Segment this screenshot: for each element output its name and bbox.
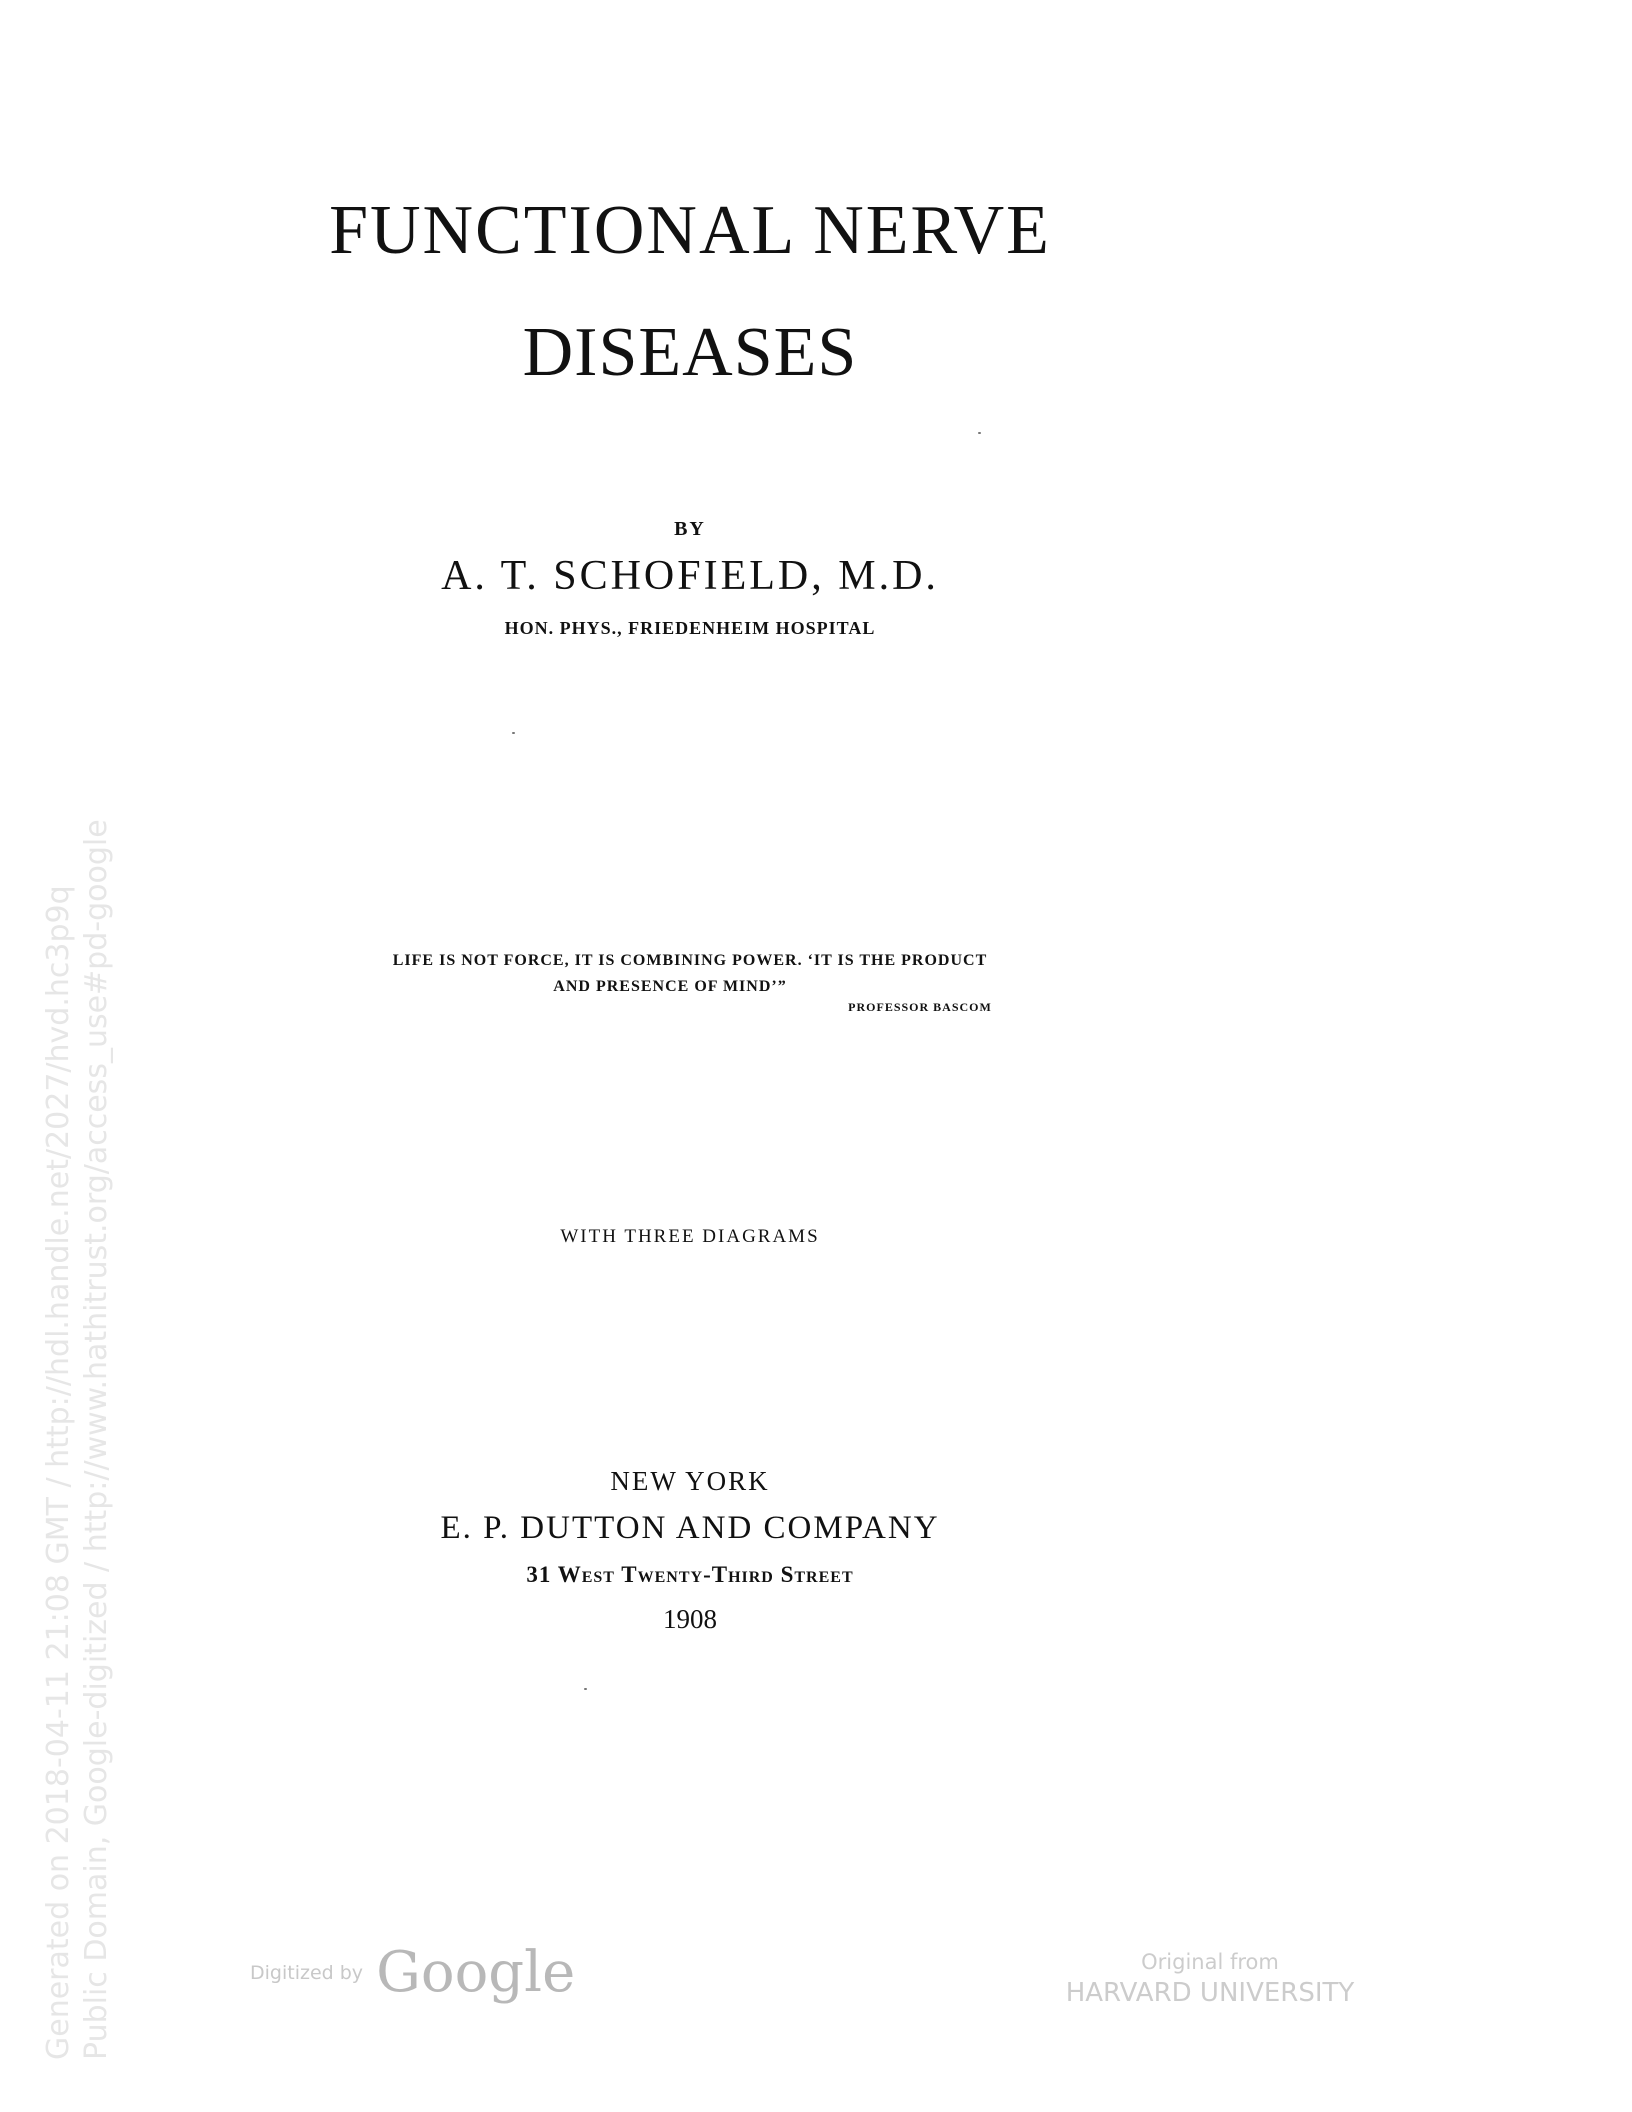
author-name: A. T. SCHOFIELD, M.D. — [441, 553, 939, 599]
scan-speck — [584, 1688, 587, 1690]
epigraph-attribution: PROFESSOR BASCOM — [848, 1000, 992, 1014]
diagrams-note: WITH THREE DIAGRAMS — [560, 1226, 820, 1247]
epigraph-line-1: LIFE IS NOT FORCE, IT IS COMBINING POWER. ‘IT IS THE PRODUCT — [392, 952, 988, 969]
publisher-address: 31 West Twenty-Third Street — [526, 1562, 854, 1587]
publisher-name: E. P. DUTTON AND COMPANY — [440, 1510, 940, 1546]
by-label: BY — [674, 518, 706, 540]
publication-year: 1908 — [663, 1604, 717, 1634]
publisher-city: NEW YORK — [610, 1466, 770, 1496]
digitized-by-google — [250, 1940, 575, 2005]
book-title-line-1: FUNCTIONAL NERVE — [329, 192, 1051, 269]
scan-speck — [512, 732, 515, 734]
institution-name: HARVARD UNIVERSITY — [1065, 1978, 1355, 2008]
book-title-line-2: DISEASES — [522, 314, 858, 391]
watermark-line-1: Generated on 2018-04-11 21:08 GMT / http://hdl.handle.net/2027/hvd.hc3p9q — [41, 885, 76, 2060]
google-logo: Google — [376, 1940, 576, 2005]
original-from-harvard — [1060, 1950, 1360, 2008]
epigraph-line-2: AND PRESENCE OF MIND’” — [553, 978, 787, 995]
hathitrust-watermark — [40, 819, 116, 2060]
author-affiliation: HON. PHYS., FRIEDENHEIM HOSPITAL — [504, 618, 876, 638]
scan-speck — [978, 432, 981, 434]
watermark-line-2: Public Domain, Google-digitized / http://www.hathitrust.org/access_use#pd-google — [79, 819, 114, 2060]
digitized-by-label: Digitized by — [250, 1961, 364, 1984]
original-from-label: Original from — [1141, 1950, 1279, 1974]
